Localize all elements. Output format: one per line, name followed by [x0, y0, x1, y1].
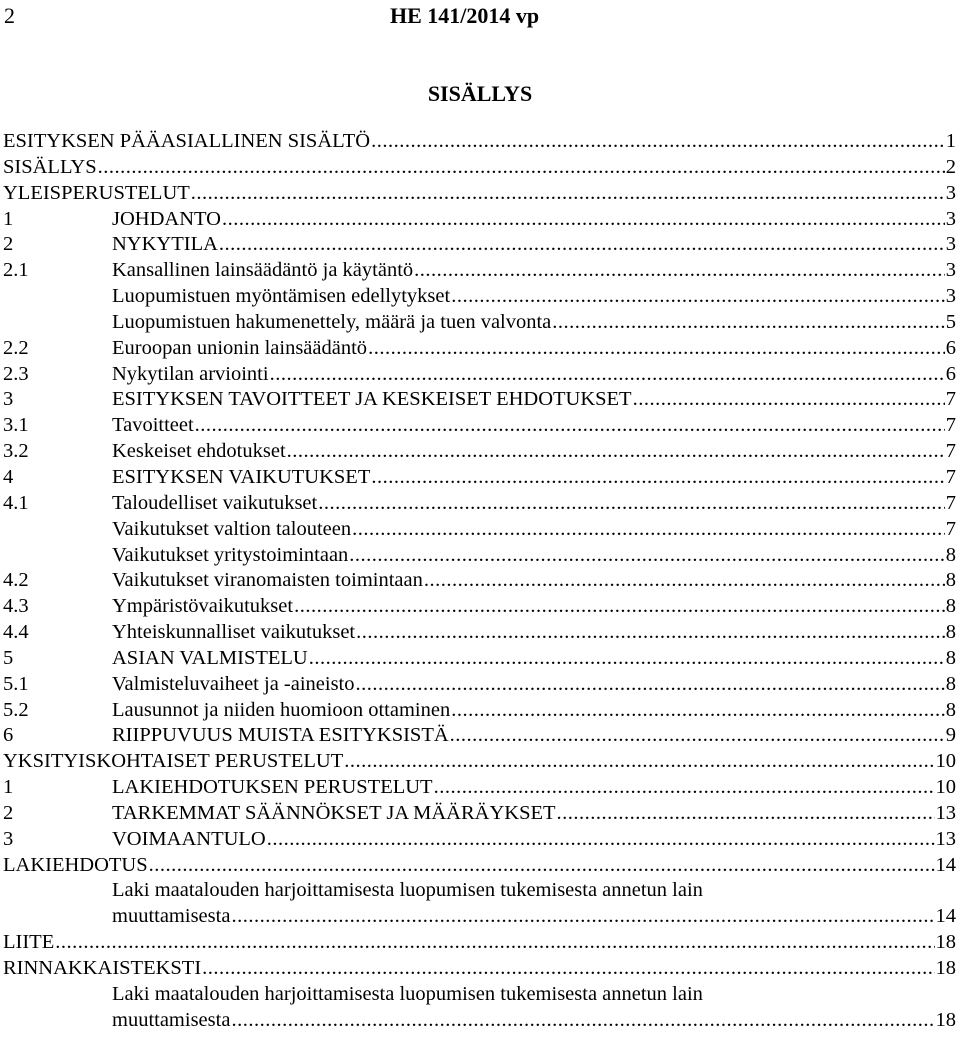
toc-entry[interactable] [3, 362, 956, 388]
toc-entry-page: 1 [945, 130, 956, 152]
toc-entry[interactable] [3, 749, 956, 775]
dot-leader [557, 801, 935, 827]
toc-entry[interactable] [3, 258, 956, 284]
toc-entry-page: 3 [945, 181, 956, 204]
toc-entry-page: 3 [945, 259, 956, 282]
toc-entry-page: 7 [945, 440, 956, 463]
toc-entry-title: ESITYKSEN TAVOITTEET JA KESKEISET EHDOTUKSET [112, 388, 632, 411]
dot-leader [424, 568, 945, 594]
dot-leader [195, 413, 945, 439]
dot-leader [450, 723, 945, 749]
toc-entry-number: 5 [3, 646, 14, 669]
dot-leader [191, 181, 945, 207]
toc-entry-title: YKSITYISKOHTAISET PERUSTELUT [3, 750, 344, 773]
toc-entry[interactable] [3, 698, 956, 724]
toc-entry-title: Luopumistuen myöntämisen edellytykset [112, 285, 451, 308]
toc-entry-page: 8 [945, 621, 956, 644]
toc-entry-number: 2.2 [3, 336, 29, 359]
toc-entry-title: Keskeiset ehdotukset [112, 440, 286, 463]
dot-leader [294, 594, 945, 620]
toc-entry[interactable] [3, 465, 956, 491]
toc-entry-title: RIIPPUVUUS MUISTA ESITYKSISTÄ [112, 724, 449, 747]
toc-entry-title: RINNAKKAISTEKSTI [3, 957, 202, 979]
toc-entry-title: Tavoitteet [112, 414, 194, 437]
toc-entry-title-line2: muuttamisesta [112, 905, 231, 928]
toc-entry-title: Kansallinen lainsäädäntö ja käytäntö [112, 259, 414, 282]
toc-entry-number: 3 [3, 827, 14, 850]
dot-leader [371, 465, 944, 491]
toc-entry-number: 1 [3, 207, 14, 230]
toc-entry-title: Vaikutukset valtion talouteen [112, 517, 352, 540]
dot-leader [270, 362, 945, 388]
toc-entry-page: 8 [945, 595, 956, 618]
toc-entry-title: Euroopan unionin lainsäädäntö [112, 336, 368, 359]
toc-entry-title: TARKEMMAT SÄÄNNÖKSET JA MÄÄRÄYKSET [112, 801, 556, 824]
dot-leader [344, 749, 934, 775]
toc-entry-title: ESITYKSEN VAIKUTUKSET [112, 465, 371, 488]
toc-entry-page: 13 [935, 801, 956, 824]
toc-entry[interactable] [3, 310, 956, 336]
toc-entry-title: Vaikutukset viranomaisten toimintaan [112, 569, 423, 592]
toc-entry-page: 6 [945, 336, 956, 359]
dot-leader [98, 155, 945, 181]
toc-entry[interactable] [3, 853, 956, 879]
toc-entry-title: Nykytilan arviointi [112, 362, 269, 385]
toc-heading-text: SISÄLLYS [427, 81, 533, 106]
toc-entry-page: 10 [935, 776, 956, 799]
toc-entry[interactable] [3, 878, 956, 930]
toc-entry-number: 5.2 [3, 698, 29, 721]
toc-entry-number: 4.2 [3, 569, 29, 592]
toc-entry-page: 3 [945, 285, 956, 308]
toc-entry-number: 3.2 [3, 440, 29, 463]
dot-leader [371, 129, 945, 155]
toc-entry[interactable] [3, 956, 956, 982]
table-of-contents [3, 129, 956, 1034]
dot-leader [633, 387, 945, 413]
toc-entry-title-line1: Laki maatalouden harjoittamisesta luopumisen tukemisesta annetun lain [112, 982, 703, 1005]
toc-entry[interactable] [3, 982, 956, 1034]
dot-leader [231, 1008, 934, 1034]
document-id: HE 141/2014 vp [390, 3, 540, 28]
toc-entry[interactable] [3, 155, 956, 181]
toc-entry-title: LAKIEHDOTUS [3, 853, 148, 876]
toc-entry-title: Lausunnot ja niiden huomioon ottaminen [112, 698, 451, 721]
toc-entry-number: 4.3 [3, 595, 29, 618]
dot-leader [451, 698, 945, 724]
toc-entry-page: 8 [945, 672, 956, 695]
dot-leader [309, 646, 945, 672]
toc-entry-title: LIITE [3, 931, 55, 954]
toc-entry-page: 5 [945, 310, 956, 333]
toc-entry-page: 7 [945, 517, 956, 540]
toc-entry-number: 4 [3, 465, 14, 488]
toc-entry-title: SISÄLLYS [3, 155, 97, 178]
toc-entry-page: 3 [945, 207, 956, 230]
toc-entry-page: 8 [945, 569, 956, 592]
toc-entry-page: 13 [935, 827, 956, 850]
dot-leader [149, 853, 935, 879]
toc-entry[interactable] [3, 672, 956, 698]
dot-leader [202, 956, 934, 982]
toc-entry-number: 1 [3, 776, 14, 799]
toc-entry[interactable] [3, 491, 956, 517]
toc-entry-page: 7 [945, 491, 956, 514]
toc-entry-page: 8 [945, 543, 956, 566]
dot-leader [434, 775, 935, 801]
toc-entry-title: Yhteiskunnalliset vaikutukset [112, 621, 356, 644]
toc-entry-title: YLEISPERUSTELUT [3, 181, 190, 204]
toc-entry-title: ASIAN VALMISTELU [112, 646, 308, 669]
toc-entry-page: 2 [945, 155, 956, 178]
toc-entry-title: NYKYTILA [112, 233, 218, 256]
toc-entry-page: 18 [935, 931, 956, 954]
dot-leader [349, 543, 944, 569]
toc-entry[interactable] [3, 827, 956, 853]
toc-entry[interactable] [3, 387, 956, 413]
toc-entry-title-line1: Laki maatalouden harjoittamisesta luopumisen tukemisesta annetun lain [112, 879, 703, 902]
toc-entry-title: Luopumistuen hakumenettely, määrä ja tuen valvonta [112, 310, 552, 333]
toc-entry[interactable] [3, 284, 956, 310]
toc-entry[interactable] [3, 620, 956, 646]
toc-entry[interactable] [3, 207, 956, 233]
toc-entry-title: Ympäristövaikutukset [112, 595, 294, 618]
toc-entry-title-line2: muuttamisesta [112, 1008, 231, 1031]
toc-entry-page: 7 [945, 414, 956, 437]
dot-leader [318, 491, 945, 517]
toc-entry[interactable] [3, 568, 956, 594]
toc-entry[interactable] [3, 413, 956, 439]
toc-entry-title: Taloudelliset vaikutukset [112, 491, 318, 514]
dot-leader [356, 672, 945, 698]
dot-leader [55, 930, 934, 956]
toc-entry-page: 6 [945, 362, 956, 385]
toc-entry-page: 8 [945, 646, 956, 669]
toc-entry[interactable] [3, 594, 956, 620]
toc-entry-page: 3 [945, 233, 956, 256]
toc-entry-title: ESITYKSEN PÄÄASIALLINEN SISÄLTÖ [3, 130, 371, 152]
toc-entry-title: VOIMAANTULO [112, 827, 266, 850]
toc-entry[interactable] [3, 336, 956, 362]
dot-leader [368, 336, 945, 362]
toc-entry-page: 7 [945, 388, 956, 411]
toc-entry[interactable] [3, 232, 956, 258]
toc-entry-number: 2.3 [3, 362, 29, 385]
dot-leader [451, 284, 945, 310]
toc-entry-page: 18 [935, 1008, 956, 1031]
toc-entry-number: 5.1 [3, 672, 29, 695]
toc-entry-page: 10 [935, 750, 956, 773]
toc-entry-page: 9 [945, 724, 956, 747]
toc-entry-number: 4.1 [3, 491, 29, 514]
toc-entry[interactable] [3, 723, 956, 749]
page-number: 2 [4, 3, 15, 28]
toc-entry[interactable] [3, 181, 956, 207]
toc-entry-number: 2 [3, 233, 14, 256]
toc-entry-number: 2 [3, 801, 14, 824]
toc-entry-title: JOHDANTO [112, 207, 221, 230]
toc-entry-number: 6 [3, 724, 14, 747]
toc-entry-page: 14 [935, 853, 956, 876]
dot-leader [267, 827, 935, 853]
toc-entry[interactable] [3, 543, 956, 569]
toc-entry-number: 3 [3, 388, 14, 411]
toc-entry[interactable] [3, 930, 956, 956]
toc-entry[interactable] [3, 517, 956, 543]
toc-entry-second-line [112, 904, 956, 930]
toc-entry[interactable] [3, 646, 956, 672]
dot-leader [231, 904, 934, 930]
toc-entry-second-line [112, 1008, 956, 1034]
toc-entry-number: 2.1 [3, 259, 29, 282]
toc-entry[interactable] [3, 775, 956, 801]
toc-entry[interactable] [3, 439, 956, 465]
toc-entry[interactable] [3, 801, 956, 827]
dot-leader [552, 310, 944, 336]
toc-heading [0, 81, 960, 107]
toc-entry-number: 4.4 [3, 621, 29, 644]
toc-entry-title: LAKIEHDOTUKSEN PERUSTELUT [112, 776, 433, 799]
toc-entry-page: 8 [945, 698, 956, 721]
toc-entry-title: Vaikutukset yritystoimintaan [112, 543, 349, 566]
dot-leader [414, 258, 945, 284]
toc-entry-number: 3.1 [3, 414, 29, 437]
dot-leader [356, 620, 945, 646]
dot-leader [219, 232, 945, 258]
toc-entry-title: Valmisteluvaiheet ja -aineisto [112, 672, 355, 695]
dot-leader [352, 517, 945, 543]
dot-leader [287, 439, 945, 465]
toc-entry-page: 7 [945, 465, 956, 488]
toc-entry-page: 18 [935, 957, 956, 979]
dot-leader [222, 207, 945, 233]
toc-entry-page: 14 [935, 905, 956, 928]
toc-entry[interactable] [3, 129, 956, 155]
